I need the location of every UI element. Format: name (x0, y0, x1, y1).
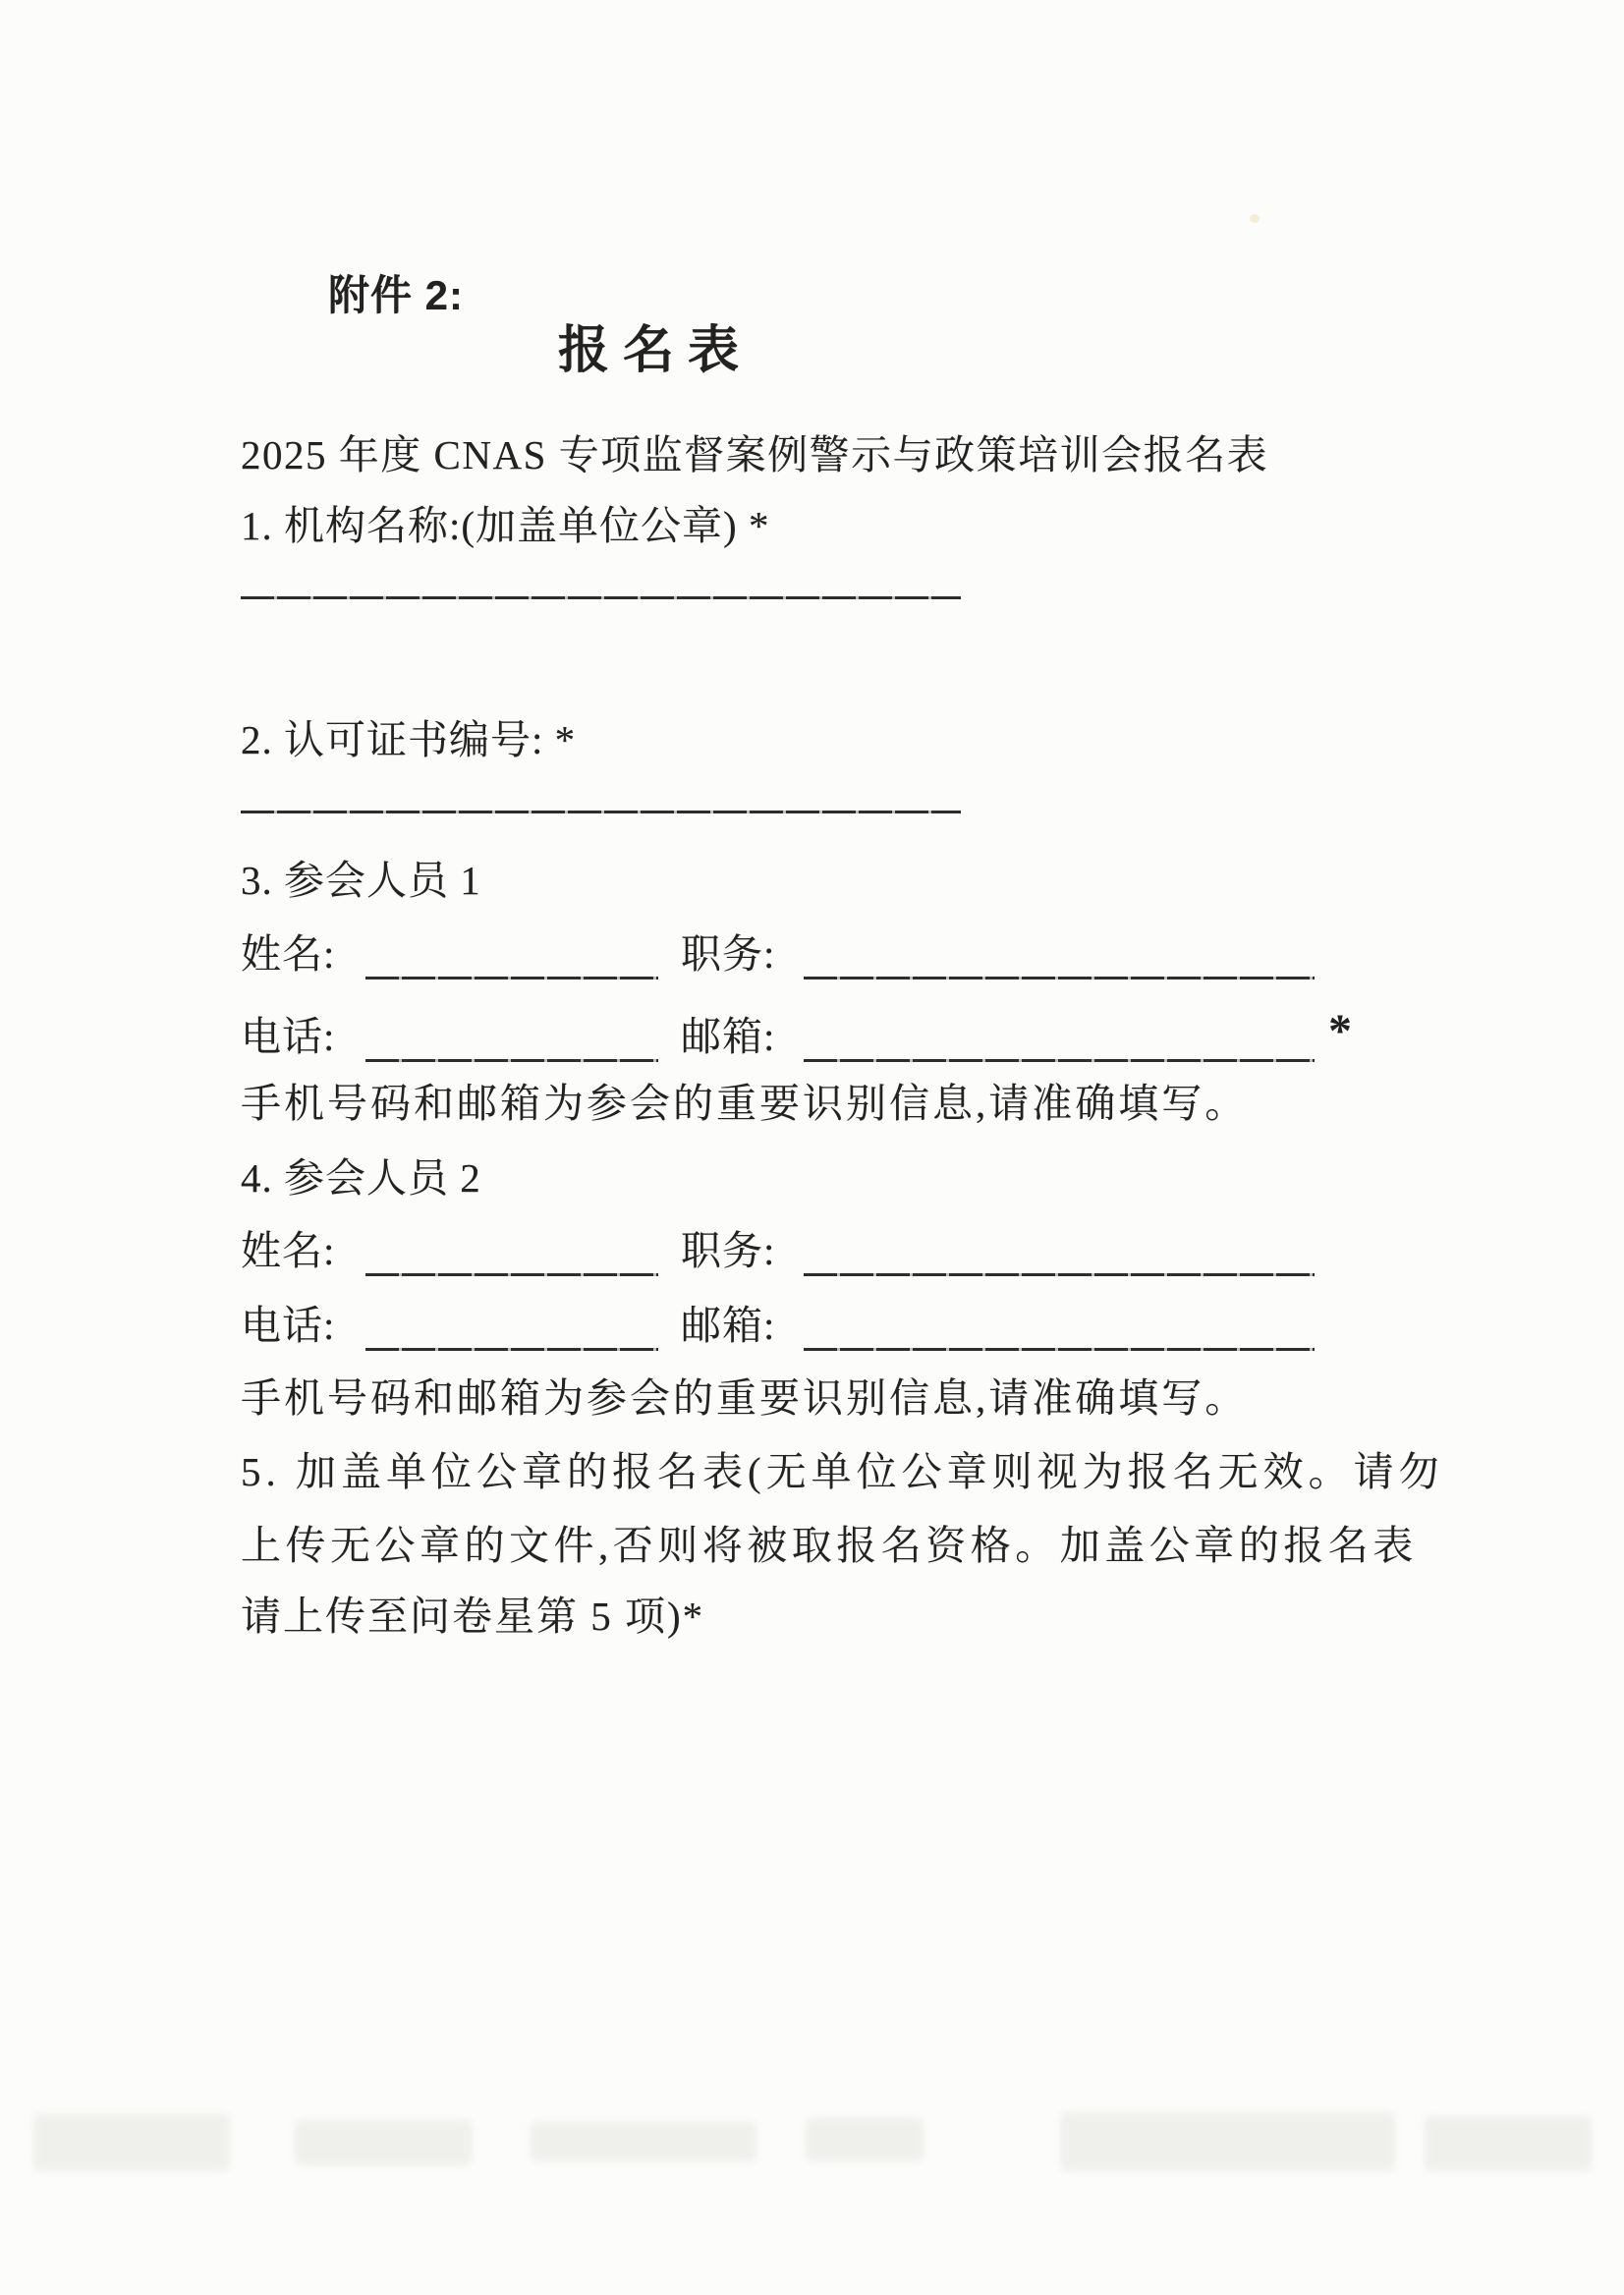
form-title: 报名表 (558, 322, 754, 379)
attendee2-position-label: 职务: (681, 1228, 776, 1273)
attachment-label: 附件 2: (328, 272, 465, 318)
scan-speck-artifact (1250, 214, 1260, 223)
scan-smudge-artifact (295, 2120, 472, 2165)
item-5-stamp-instruction-line2: 上传无公章的文件,否则将被取报名资格。加盖公章的报名表 (241, 1523, 1418, 1568)
attendee1-phone-label: 电话: (241, 1014, 336, 1059)
attendee1-required-mark: * (1328, 1005, 1352, 1057)
attendee1-email-blank-line (804, 1059, 1315, 1062)
scan-smudge-artifact (531, 2122, 756, 2161)
form-subtitle: 2025 年度 CNAS 专项监督案例警示与政策培训会报名表 (241, 432, 1269, 477)
attendee1-contact-note: 手机号码和邮箱为参会的重要识别信息,请准确填写。 (241, 1081, 1249, 1126)
attendee2-phone-label: 电话: (241, 1303, 336, 1348)
item-1-org-name-label: 1. 机构名称:(加盖单位公章) * (241, 503, 770, 548)
scan-smudge-artifact (1425, 2116, 1592, 2171)
attendee1-email-label: 邮箱: (681, 1014, 776, 1059)
attendee2-phone-blank-line (365, 1348, 658, 1351)
attendee2-email-label: 邮箱: (681, 1303, 776, 1348)
scan-smudge-artifact (33, 2114, 230, 2171)
attendee2-position-blank-line (804, 1273, 1315, 1276)
scan-smudge-artifact (1061, 2112, 1395, 2171)
item-5-stamp-instruction-line1: 5. 加盖单位公章的报名表(无单位公章则视为报名无效。请勿 (241, 1449, 1444, 1494)
attendee2-name-label: 姓名: (241, 1228, 336, 1273)
attendee1-name-label: 姓名: (241, 931, 336, 977)
item-2-certificate-number-label: 2. 认可证书编号: * (241, 717, 577, 762)
item-3-attendee-1-heading: 3. 参会人员 1 (241, 858, 481, 903)
attendee1-name-blank-line (365, 977, 658, 980)
attendee1-position-blank-line (804, 977, 1315, 980)
attendee1-position-label: 职务: (681, 931, 776, 977)
org-name-blank-line (241, 596, 961, 599)
scan-smudge-artifact (806, 2118, 924, 2161)
item-4-attendee-2-heading: 4. 参会人员 2 (241, 1155, 481, 1201)
attendee2-email-blank-line (804, 1348, 1315, 1351)
certificate-number-blank-line (241, 811, 961, 813)
attendee2-name-blank-line (365, 1273, 658, 1276)
attendee1-phone-blank-line (365, 1059, 658, 1062)
attendee2-contact-note: 手机号码和邮箱为参会的重要识别信息,请准确填写。 (241, 1375, 1249, 1421)
item-5-stamp-instruction-line3: 请上传至问卷星第 5 项)* (241, 1594, 705, 1639)
